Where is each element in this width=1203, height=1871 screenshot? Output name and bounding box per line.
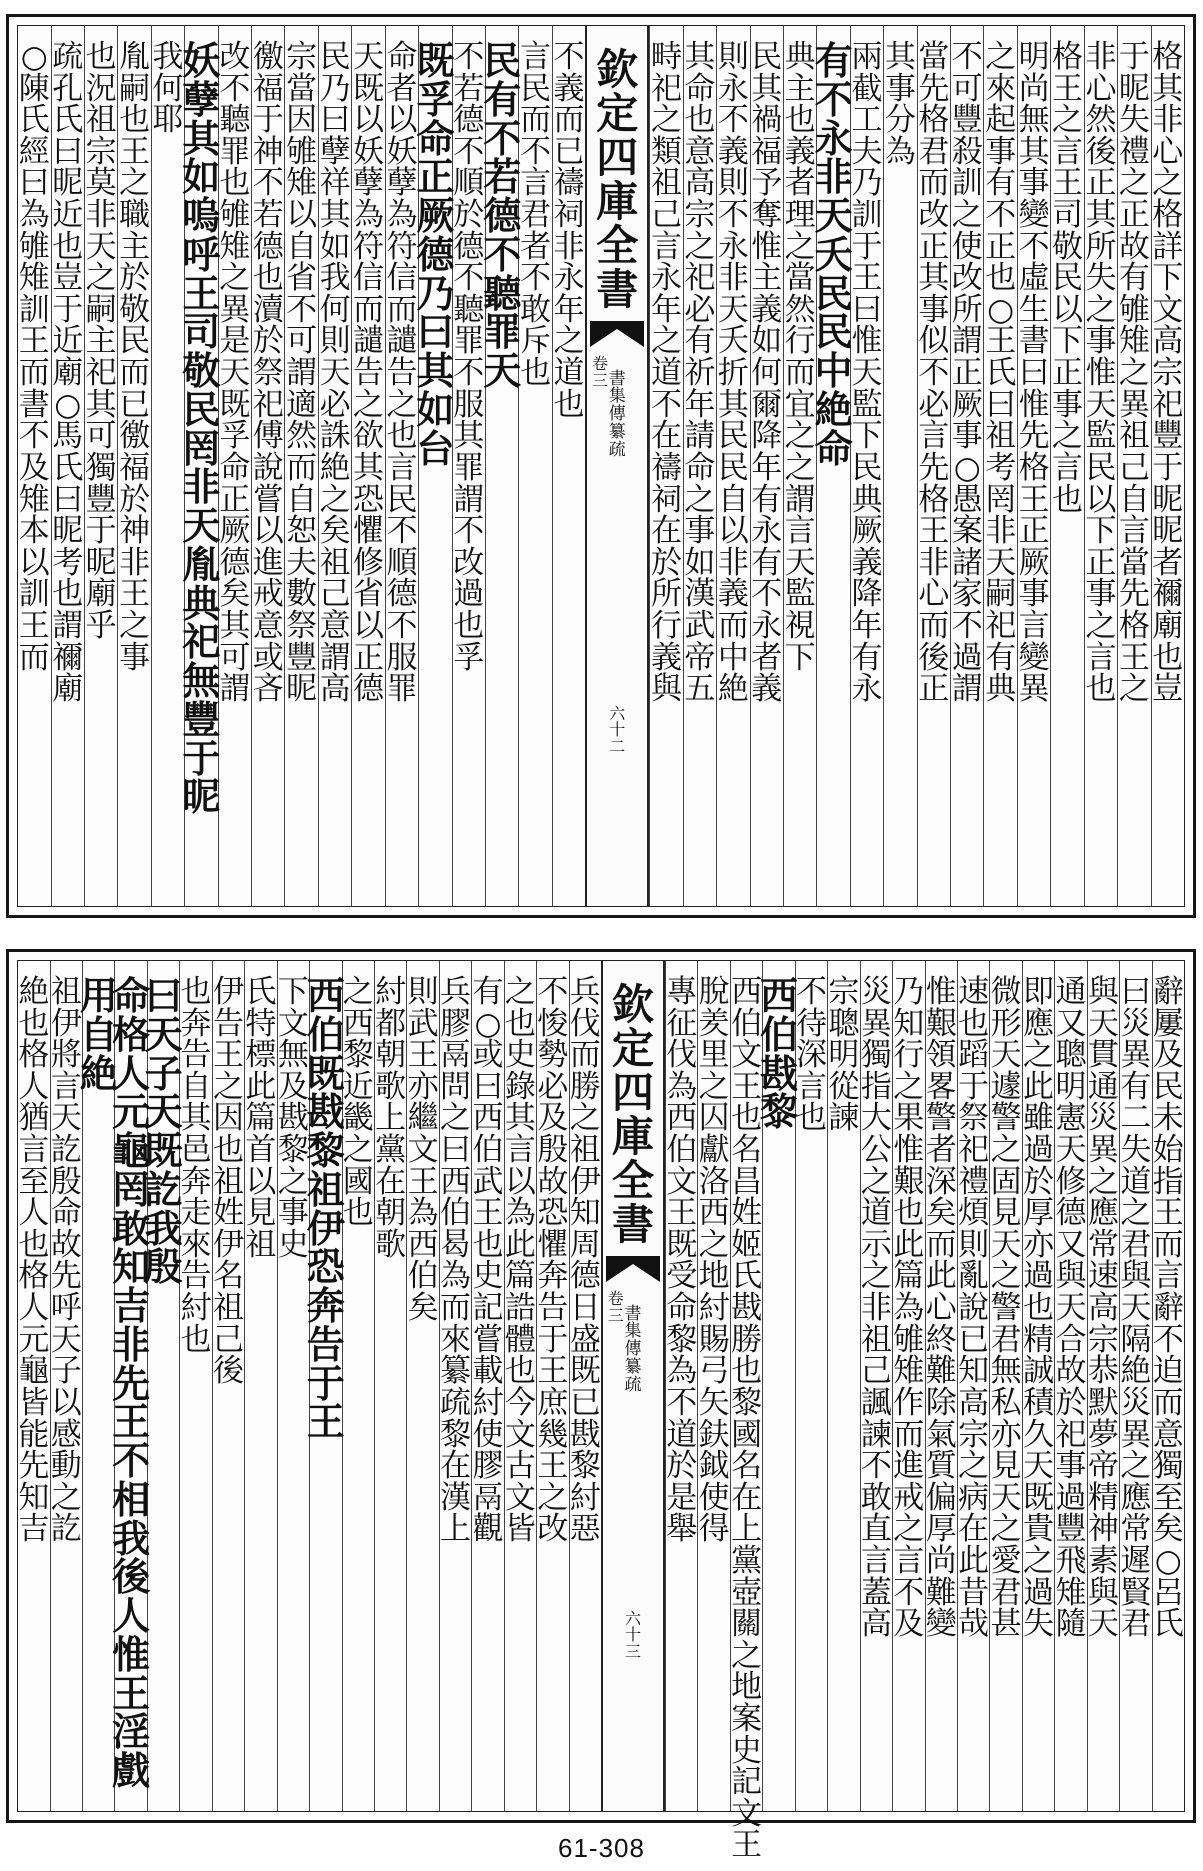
- page-number: 61-308: [558, 1833, 645, 1863]
- text-column: 專征伐為西伯文王既受命黎為不道於是舉: [665, 961, 697, 1811]
- leaf-top-frame: [17, 25, 1185, 907]
- main-text-column: 西伯戡黎: [762, 961, 794, 1811]
- text-column: 兩截工夫乃訓于王曰惟天監下民典厥義降年有永: [850, 26, 883, 906]
- text-column: 紂都朝歌上黨在朝歌: [374, 961, 406, 1811]
- text-column: 不可豐殺訓之使改所謂正厥事○愚案諸家不過謂: [950, 26, 983, 906]
- main-text-column: 妖孽其如嗚呼王司敬民罔非天胤典祀無豐于昵: [184, 26, 217, 906]
- text-column: 也況祖宗莫非天之嗣主祀其可獨豐于昵廟乎: [84, 26, 117, 906]
- book-title: 書集傳纂疏: [624, 1303, 642, 1395]
- fishtail-icon: [590, 321, 644, 347]
- main-text-column: 用自絶: [82, 961, 114, 1811]
- text-column: 言民而不言君者不敢斥也: [518, 26, 551, 906]
- text-column: 不待深言也: [795, 961, 827, 1811]
- text-column: 宗當因雊雉以自省不可謂適然而自恕夫數祭豐昵: [284, 26, 317, 906]
- text-column: 惟艱領畧警者深矣而此心終難除氣質偏厚尚難變: [925, 961, 957, 1811]
- text-column: 格王之言王司敬民以下正事之言也: [1050, 26, 1083, 906]
- text-column: 于昵失禮之正故有雊雉之異祖己自言當先格王之: [1117, 26, 1150, 906]
- text-column: 其命也意高宗之祀必有祈年請命之事如漢武帝五: [683, 26, 716, 906]
- text-column: 畤祀之類祖己言永年之道不在禱祠在於所行義與: [649, 26, 682, 906]
- leaf-top: [6, 14, 1196, 918]
- commentary-column: 典主也義者理之當然行而宜之之謂言天監視下: [783, 26, 816, 906]
- folio-number: 六十二: [609, 703, 626, 757]
- commentary-column: 西伯文王也名昌姓姬氏戡勝也黎國名在上黨壺關之地案史記文王: [730, 961, 762, 1811]
- text-column: 非心然後正其所失之事惟天監民以下正事之言也: [1084, 26, 1117, 906]
- text-column: 有○或曰西伯武王也史記嘗載紂使膠鬲觀: [471, 961, 503, 1811]
- text-column: 災異獨指大公之道示之非祖己諷諫不敢直言蓋高: [860, 961, 892, 1811]
- text-column: 祖伊將言天訖殷命故先呼天子以感動之訖: [50, 961, 82, 1811]
- text-column: 辭屢及民未始指王而言辭不迫而意獨至矣○呂氏: [1152, 961, 1184, 1811]
- text-column: 即應之此雖過於厚亦過也精誠積久天既貴之過失: [1022, 961, 1054, 1811]
- text-column: 也奔告自其邑奔走來告紂也: [179, 961, 211, 1811]
- text-column: 不義而已禱祠非永年之道也: [552, 26, 585, 906]
- text-column: 脫羑里之囚獻洛西之地紂賜弓矢鈇鉞使得: [697, 961, 729, 1811]
- banner-title: 欽定四庫全書: [596, 45, 639, 315]
- text-column: 徼福于神不若德也瀆於祭祀傅說嘗以進戒意或吝: [251, 26, 284, 906]
- text-column: 伊告王之因也祖姓伊名祖己後: [212, 961, 244, 1811]
- main-text-column: 有不永非天夭民民中絶命: [816, 26, 849, 906]
- text-column: 之來起事有不正也○王氏曰祖考罔非天嗣祀有典: [983, 26, 1016, 906]
- book-title: 書集傳纂疏: [608, 368, 626, 460]
- center-gutter: [601, 961, 665, 1811]
- text-column: 天既以妖孽為符信而譴告之欲其恐懼修省以正德: [351, 26, 384, 906]
- text-column: 民乃曰孽祥其如我何則天必誅絶之矣祖己意謂高: [318, 26, 351, 906]
- text-column: 當先格君而改正其事似不必言先格王非心而後正: [917, 26, 950, 906]
- fishtail-icon: [606, 1256, 660, 1282]
- text-column: 曰災異有二失道之君與天隔絶災異之應常遲賢君: [1119, 961, 1151, 1811]
- text-column: 乃知行之果惟艱也此篇為雊雉作而進戒之言不及: [892, 961, 924, 1811]
- center-gutter: [585, 26, 649, 906]
- text-column: 微形天遽警之固見天之警君無私亦見天之愛君甚: [989, 961, 1021, 1811]
- main-text-column: 既孚命正厥德乃曰其如台: [418, 26, 451, 906]
- text-column: 不悛勢必及殷故恐懼奔告于王庶幾王之改: [536, 961, 568, 1811]
- text-column: 速也蹈于祭祀禮煩則亂說已知高宗之病在此昔哉: [957, 961, 989, 1811]
- text-column: 通又聰明憲天修德又與天合故於祀事過豐飛雉隨: [1054, 961, 1086, 1811]
- text-column: 明尚無其事變不虛生書曰惟先格王正厥事言變異: [1017, 26, 1050, 906]
- text-column: 胤嗣也王之職主於敬民而已徼福於神非王之事: [117, 26, 150, 906]
- main-text-column: 曰天子天既訖我殷: [147, 961, 179, 1811]
- text-column: 與天貫通災異之應常速高宗恭默夢帝精神素與天: [1087, 961, 1119, 1811]
- text-column: 兵膠鬲問之曰西伯曷為而來纂疏黎在漢上: [439, 961, 471, 1811]
- main-text-column: 西伯既戡黎祖伊恐奔告于王: [309, 961, 341, 1811]
- text-column: 之西黎近畿之國也: [342, 961, 374, 1811]
- commentary-column: 下文無及戡黎之事史: [277, 961, 309, 1811]
- text-column: 則武王亦繼文王為西伯矣: [406, 961, 438, 1811]
- main-text-column: 命格人元龜罔敢知吉非先王不相我後人惟王淫戲: [114, 961, 146, 1811]
- juan-label: 卷三: [607, 1289, 624, 1325]
- text-column: 之也史錄其言以為此篇誥體也今文古文皆: [504, 961, 536, 1811]
- text-column: 其事分為: [883, 26, 916, 906]
- text-column: 絶也格人猶言至人也格人元龜皆能先知吉: [18, 974, 50, 1548]
- folio-number: 六十三: [624, 1608, 641, 1662]
- text-column: 民其禍福予奪惟主義如何爾降年有永有不永者義: [750, 26, 783, 906]
- commentary-column: 不若德不順於德不聽罪不服其罪謂不改過也孚: [452, 26, 485, 906]
- text-column: 則永不義則不永非天夭折其民民自以非義而中絶: [716, 26, 749, 906]
- text-column: 格其非心之格詳下文高宗祀豐于昵昵者禰廟也豈: [1151, 26, 1184, 906]
- text-column: 疏孔氏曰昵近也豈于近廟○馬氏曰昵考也謂禰廟: [51, 26, 84, 906]
- banner-title: 欽定四庫全書: [611, 980, 654, 1250]
- text-column: 改不聽罪也雊雉之異是天既孚命正厥德矣其可謂: [218, 26, 251, 906]
- text-column: ○陳氏經曰為雊雉訓王而書不及雉本以訓王而: [18, 39, 50, 676]
- juan-label: 卷三: [592, 354, 609, 390]
- text-column: 命者以妖孽為符信而譴告之也言民不順德不服罪: [385, 26, 418, 906]
- text-column: 宗聰明從諫: [827, 961, 859, 1811]
- leaf-top-columns: [18, 26, 1184, 906]
- text-column: 兵伐而勝之祖伊知周德日盛既已戡黎紂惡: [569, 961, 601, 1811]
- commentary-column: 氏特標此篇首以見祖: [244, 961, 276, 1811]
- main-text-column: 民有不若德不聽罪天: [485, 26, 518, 906]
- text-column: 我何耶: [151, 26, 184, 906]
